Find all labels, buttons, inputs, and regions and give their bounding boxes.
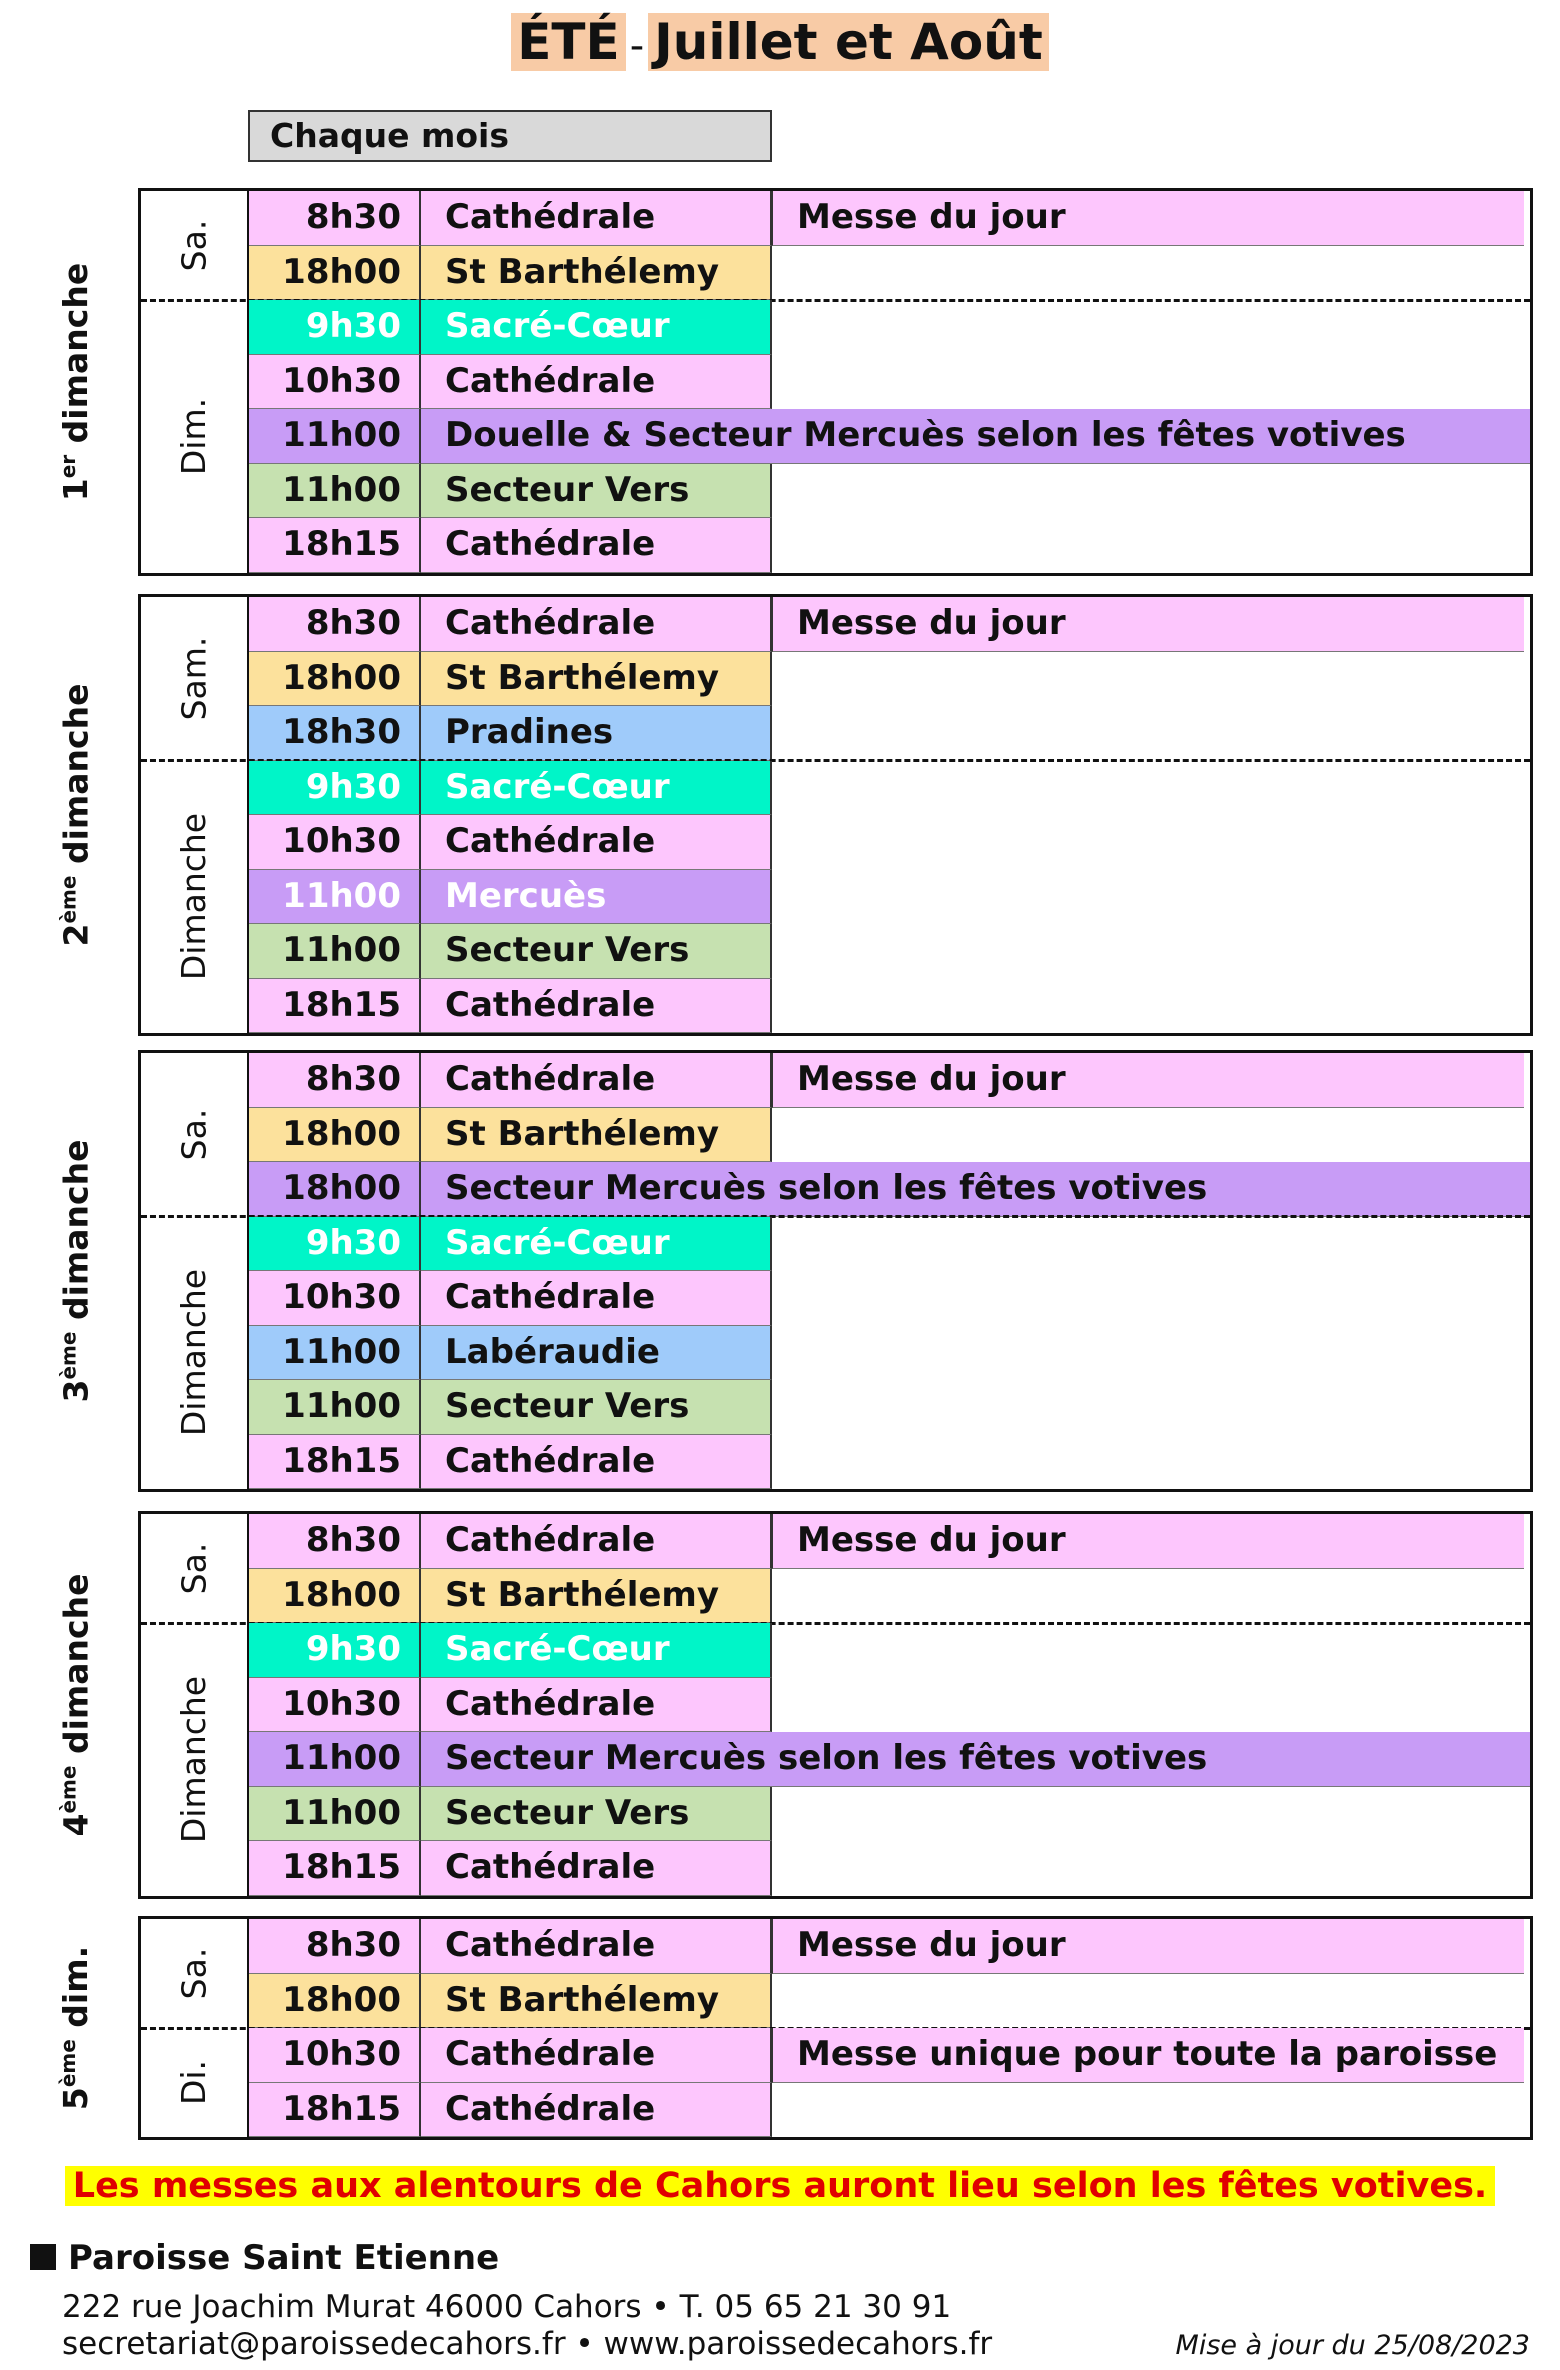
square-bullet-icon <box>30 2244 56 2270</box>
mass-time: 8h30 <box>249 1919 421 1974</box>
mass-place: Sacré-Cœur <box>421 761 772 816</box>
mass-row <box>249 1162 1530 1217</box>
mass-time: 18h00 <box>249 246 421 301</box>
mass-time: 9h30 <box>249 761 421 816</box>
mass-note: Messe unique pour toute la paroisse <box>772 2028 1524 2083</box>
mass-time: 10h30 <box>249 2028 421 2083</box>
mass-time: 18h15 <box>249 2083 421 2138</box>
mass-time: 18h15 <box>249 979 421 1034</box>
week-ordinal: er <box>56 454 81 478</box>
title-season: ÉTÉ <box>511 13 625 71</box>
week-block <box>56 1916 1533 2140</box>
mass-row <box>249 1217 772 1272</box>
votive-note-text: Les messes aux alentours de Cahors auront lieu selon les fêtes votives. <box>65 2166 1495 2206</box>
day-label-column <box>141 1623 249 1896</box>
mass-time: 11h00 <box>249 870 421 925</box>
votive-note <box>0 2158 1560 2214</box>
mass-time: 18h15 <box>249 1841 421 1896</box>
week-label-column <box>3 1514 141 1896</box>
mass-place: Secteur Vers <box>421 464 772 519</box>
mass-place: Cathédrale <box>421 2028 772 2083</box>
week-block <box>56 594 1533 1036</box>
mass-row <box>249 1569 772 1624</box>
mass-place: Sacré-Cœur <box>421 300 772 355</box>
week-label <box>51 1945 96 2111</box>
mass-time: 18h30 <box>249 706 421 761</box>
week-word: dimanche <box>56 1139 96 1332</box>
week-word: dimanche <box>56 262 96 455</box>
day-label: Dim. <box>174 397 214 475</box>
mass-place: Secteur Vers <box>421 1787 772 1842</box>
mass-place: St Barthélemy <box>421 1108 772 1163</box>
mass-time: 9h30 <box>249 1217 421 1272</box>
mass-time: 8h30 <box>249 191 421 246</box>
mass-place: Cathédrale <box>421 518 772 573</box>
day-label-column <box>141 761 249 1034</box>
mass-row <box>249 1514 1530 1569</box>
mass-time: 11h00 <box>249 1732 421 1787</box>
week-ordinal: ème <box>56 1331 81 1380</box>
mass-place: Cathédrale <box>421 355 772 410</box>
week-label <box>51 1139 96 1403</box>
week-label-column <box>3 1919 141 2137</box>
mass-row <box>249 1919 1530 1974</box>
mass-row <box>249 1623 772 1678</box>
day-label: Sa. <box>174 1542 214 1595</box>
mass-row <box>249 1435 772 1490</box>
mass-time: 8h30 <box>249 1053 421 1108</box>
mass-place: Secteur Vers <box>421 924 772 979</box>
parish-name <box>30 2232 499 2284</box>
mass-place: Cathédrale <box>421 597 772 652</box>
mass-place: Cathédrale <box>421 1053 772 1108</box>
mass-time: 18h15 <box>249 1435 421 1490</box>
mass-row <box>249 1678 772 1733</box>
mass-place: St Barthélemy <box>421 652 772 707</box>
mass-place: Cathédrale <box>421 191 772 246</box>
mass-time: 11h00 <box>249 1326 421 1381</box>
mass-place: Secteur Mercuès selon les fêtes votives <box>421 1162 1530 1217</box>
mass-place: Cathédrale <box>421 815 772 870</box>
week-block <box>56 1050 1533 1492</box>
mass-place: Cathédrale <box>421 2083 772 2138</box>
mass-row <box>249 2083 772 2138</box>
week-block <box>56 1511 1533 1899</box>
mass-row <box>249 597 1530 652</box>
mass-place: Cathédrale <box>421 1435 772 1490</box>
week-number: 1 <box>56 477 96 501</box>
week-ordinal: ème <box>56 2039 81 2088</box>
mass-row <box>249 1732 1530 1787</box>
week-ordinal: ème <box>56 1765 81 1814</box>
mass-row <box>249 409 1530 464</box>
mass-time: 8h30 <box>249 597 421 652</box>
page-title <box>0 6 1560 82</box>
week-label <box>51 1573 96 1837</box>
day-label-column <box>141 1053 249 1217</box>
week-label <box>51 683 96 947</box>
week-label-column <box>3 597 141 1033</box>
day-label: Dimanche <box>174 813 214 981</box>
mass-time: 10h30 <box>249 1271 421 1326</box>
day-label: Sam. <box>174 636 214 721</box>
day-label-column <box>141 1514 249 1623</box>
parish-contact: secretariat@paroissedecahors.fr • www.paroissedecahors.fr <box>62 2326 993 2362</box>
day-label: Sa. <box>174 1947 214 2000</box>
day-label-column <box>141 597 249 761</box>
mass-place: Mercuès <box>421 870 772 925</box>
title-months: Juillet et Août <box>648 13 1049 71</box>
mass-place: Sacré-Cœur <box>421 1623 772 1678</box>
mass-place: Cathédrale <box>421 1514 772 1569</box>
day-label: Sa. <box>174 1108 214 1161</box>
mass-row <box>249 464 772 519</box>
mass-place: Labéraudie <box>421 1326 772 1381</box>
mass-time: 11h00 <box>249 924 421 979</box>
mass-note: Messe du jour <box>772 1514 1524 1569</box>
mass-row <box>249 246 772 301</box>
mass-place: St Barthélemy <box>421 246 772 301</box>
mass-time: 10h30 <box>249 355 421 410</box>
mass-place: St Barthélemy <box>421 1974 772 2029</box>
mass-place: St Barthélemy <box>421 1569 772 1624</box>
week-number: 2 <box>56 923 96 947</box>
mass-row <box>249 761 772 816</box>
week-block <box>56 188 1533 576</box>
day-label: Di. <box>174 2059 214 2106</box>
mass-place: Cathédrale <box>421 1271 772 1326</box>
mass-time: 9h30 <box>249 1623 421 1678</box>
mass-place: Douelle & Secteur Mercuès selon les fêtes votives <box>421 409 1530 464</box>
mass-row <box>249 1053 1530 1108</box>
mass-time: 18h15 <box>249 518 421 573</box>
mass-note: Messe du jour <box>772 597 1524 652</box>
mass-place: Cathédrale <box>421 1841 772 1896</box>
update-date: Mise à jour du 25/08/2023 <box>1175 2330 1530 2361</box>
mass-row <box>249 1787 772 1842</box>
mass-row <box>249 1974 772 2029</box>
parish-address: 222 rue Joachim Murat 46000 Cahors • T. 05 65 21 30 91 <box>62 2289 952 2325</box>
day-label-column <box>141 1919 249 2028</box>
day-label-column <box>141 191 249 300</box>
mass-time: 10h30 <box>249 1678 421 1733</box>
mass-time: 8h30 <box>249 1514 421 1569</box>
mass-time: 11h00 <box>249 1787 421 1842</box>
mass-row <box>249 1380 772 1435</box>
day-label-column <box>141 2028 249 2137</box>
mass-place: Cathédrale <box>421 1919 772 1974</box>
week-number: 5 <box>56 2087 96 2111</box>
mass-place: Cathédrale <box>421 1678 772 1733</box>
mass-place: Secteur Mercuès selon les fêtes votives <box>421 1732 1530 1787</box>
week-word: dim. <box>56 1945 96 2040</box>
week-ordinal: ème <box>56 875 81 924</box>
title-separator: - <box>629 23 645 69</box>
mass-row <box>249 355 772 410</box>
day-label: Dimanche <box>174 1675 214 1843</box>
mass-row <box>249 518 772 573</box>
mass-time: 18h00 <box>249 1162 421 1217</box>
day-label-column <box>141 1217 249 1490</box>
week-number: 4 <box>56 1813 96 1837</box>
mass-row <box>249 815 772 870</box>
mass-note: Messe du jour <box>772 1919 1524 1974</box>
week-word: dimanche <box>56 1573 96 1766</box>
mass-time: 11h00 <box>249 464 421 519</box>
mass-place: Secteur Vers <box>421 1380 772 1435</box>
day-label: Sa. <box>174 219 214 272</box>
mass-row <box>249 652 772 707</box>
mass-time: 18h00 <box>249 1569 421 1624</box>
mass-time: 11h00 <box>249 1380 421 1435</box>
mass-place: Cathédrale <box>421 979 772 1034</box>
mass-time: 18h00 <box>249 652 421 707</box>
mass-row <box>249 706 772 761</box>
day-label: Dimanche <box>174 1269 214 1437</box>
mass-row <box>249 191 1530 246</box>
mass-note: Messe du jour <box>772 191 1524 246</box>
parish-name-text: Paroisse Saint Etienne <box>68 2238 500 2278</box>
mass-place: Pradines <box>421 706 772 761</box>
mass-row <box>249 2028 1530 2083</box>
day-label-column <box>141 300 249 573</box>
mass-row <box>249 924 772 979</box>
mass-time: 11h00 <box>249 409 421 464</box>
mass-place: Sacré-Cœur <box>421 1217 772 1272</box>
mass-row <box>249 1841 772 1896</box>
week-label-column <box>3 1053 141 1489</box>
mass-row <box>249 1271 772 1326</box>
mass-row <box>249 979 772 1034</box>
monthly-label: Chaque mois <box>248 110 772 162</box>
mass-row <box>249 300 772 355</box>
week-number: 3 <box>56 1379 96 1403</box>
mass-time: 9h30 <box>249 300 421 355</box>
mass-time: 18h00 <box>249 1974 421 2029</box>
mass-time: 10h30 <box>249 815 421 870</box>
week-label <box>51 262 96 501</box>
week-label-column <box>3 191 141 573</box>
mass-time: 18h00 <box>249 1108 421 1163</box>
mass-row <box>249 1108 772 1163</box>
week-word: dimanche <box>56 683 96 876</box>
mass-row <box>249 870 772 925</box>
mass-row <box>249 1326 772 1381</box>
mass-note: Messe du jour <box>772 1053 1524 1108</box>
